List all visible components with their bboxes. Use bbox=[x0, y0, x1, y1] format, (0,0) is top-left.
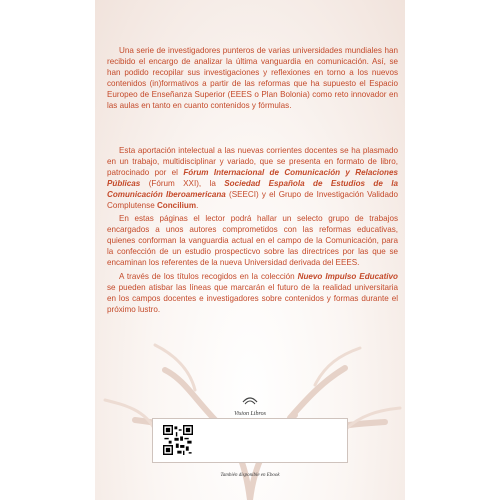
collection-name: Nuevo Impulso Educativo bbox=[297, 272, 398, 281]
paragraph-2: Esta aportación intelectual a las nuevas corrientes docentes se ha plasmado en un trabajo, multidisciplinar y variado, que se presenta en formato de libro, patrocinado por el Fórum Internacional de Comunicación y Relaciones Públicas (Fórum XXI), la Sociedad Española de Estudios de la Comunicación Iberoamericana (SEECI) y el Grupo de Investigación Validado Complutense Concilium. bbox=[107, 146, 398, 211]
paragraph-3: En estas páginas el lector podrá hallar un selecto grupo de trabajos encargados a unos autores comprometidos con las reformas educativas, quienes conforman la vanguardia actual en el campo de la Comunicación, para la confección de un estudio prospecticvo sobre las directrices por las que se encaminan los referentes de la nueva Universidad derivada del EEES. bbox=[107, 214, 398, 268]
book-icon bbox=[241, 390, 259, 406]
forum-name: Fórum Internacional de Comunicación y Relaciones Públicas bbox=[107, 168, 398, 189]
barcode-area bbox=[152, 418, 348, 463]
paragraph-4: A través de los títulos recogidos en la colección Nuevo Impulso Educativo se pueden atisbar las líneas que marcarán el futuro de la realidad universitaria en los campos docentes e investigadores sobre contenidos y formas durante el próximo lustro. bbox=[107, 272, 398, 315]
qr-code bbox=[163, 425, 193, 455]
seeci-name: Sociedad Española de Estudios de la Comunicación Iberoamericana bbox=[107, 179, 398, 200]
publisher-name: Vision Libros bbox=[234, 411, 266, 417]
concilium-name: Concilium bbox=[156, 201, 197, 211]
ebook-note: También disponible en Ebook bbox=[220, 473, 280, 478]
paragraph-1: Una serie de investigadores punteros de varias universidades mundiales han recibido el encargo de analizar la última vanguardia en comunicación. Así, se han podido recopilar sus investigaciones y reflexiones en torno a los nuevos contenidos (in)formativos a partir de las reformas que ha supuesto el Espacio Europeo de Enseñanza Superior (EEES o Plan Bolonia) como reto innovador en las aulas en tanto en cuanto contenidos y fórmulas. bbox=[107, 46, 398, 111]
